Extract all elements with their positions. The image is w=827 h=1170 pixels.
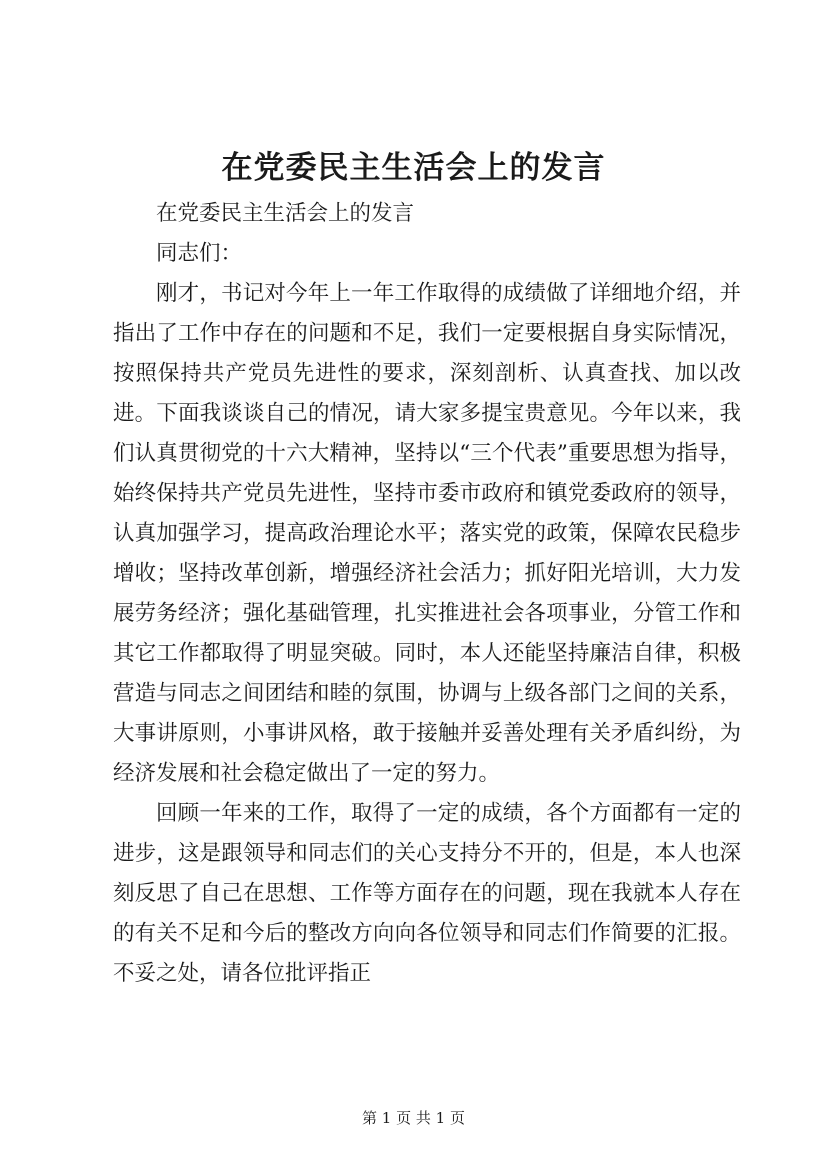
- document-body: [113, 194, 741, 994]
- paragraph-subtitle: 在党委民主生活会上的发言: [156, 201, 415, 226]
- paragraph-conclusion: 回顾一年来的工作，取得了一定的成绩，各个方面都有一定的进步，这是跟领导和同志们的关心支持分不开的，但是，本人也深刻反思了自己在思想、工作等方面存在的问题，现在我就本人存在的有关不足和今后的整改方向向各位领导和同志们作简要的汇报。不妥之处，请各位批评指正: [113, 801, 741, 986]
- page-number-footer: 第 1 页 共 1 页: [362, 1109, 465, 1127]
- paragraph-salutation: 同志们：: [156, 241, 243, 266]
- paragraph-main: 刚才，书记对今年上一年工作取得的成绩做了详细地介绍，并指出了工作中存在的问题和不足，我们一定要根据自身实际情况，按照保持共产党员先进性的要求，深刻剖析、认真查找、加以改进。下面我谈谈自己的情况，请大家多提宝贵意见。今年以来，我们认真贯彻党的十六大精神，坚持以“三个代表”重要思想为指导，始终保持共产党员先进性，坚持市委市政府和镇党委政府的领导，认真加强学习，提高政治理论水平；落实党的政策，保障农民稳步增收；坚持改革创新，增强经济社会活力；抓好阳光培训，大力发展劳务经济；强化基础管理，扎实推进社会各项事业，分管工作和其它工作都取得了明显突破。同时，本人还能坚持廉洁自律，积极营造与同志之间团结和睦的氛围，协调与上级各部门之间的关系，大事讲原则，小事讲风格，敢于接触并妥善处理有关矛盾纠纷，为经济发展和社会稳定做出了一定的努力。: [113, 281, 741, 786]
- document-title: 在党委民主生活会上的发言: [221, 150, 606, 186]
